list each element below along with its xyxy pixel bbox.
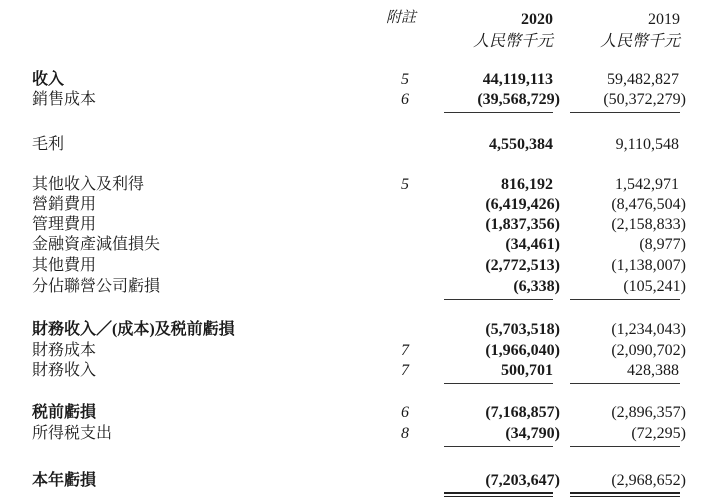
- row-value-2020: (7,168,857): [485, 404, 560, 421]
- row-value-2019: (1,138,007): [611, 257, 686, 274]
- row-value-2020: (1,966,040): [485, 342, 560, 359]
- subtotal-rule: [570, 383, 680, 384]
- row-label: 毛利: [32, 136, 65, 153]
- row-value-2020: 500,701: [501, 362, 553, 379]
- row-note: 5: [401, 176, 409, 193]
- row-value-2019: (72,295): [631, 425, 686, 442]
- row-value-2019: (50,372,279): [603, 91, 686, 108]
- subtotal-rule: [444, 299, 553, 300]
- row-value-2020: (39,568,729): [477, 91, 560, 108]
- row-value-2019: 59,482,827: [607, 71, 679, 88]
- row-note: 8: [401, 425, 409, 442]
- row-note: 6: [401, 404, 409, 421]
- row-label: 其他費用: [32, 257, 97, 274]
- subtotal-rule: [444, 383, 553, 384]
- row-label: 税前虧損: [32, 404, 97, 421]
- note-column-header: 附註: [386, 10, 417, 26]
- row-value-2019: (2,896,357): [611, 404, 686, 421]
- row-value-2020: (6,419,426): [485, 196, 560, 213]
- row-value-2020: (34,461): [505, 236, 560, 253]
- row-value-2020: (7,203,647): [485, 472, 560, 489]
- row-label: 財務成本: [32, 342, 97, 359]
- row-note: 7: [401, 342, 409, 359]
- row-label: 銷售成本: [32, 91, 97, 108]
- unit-current-header: 人民幣千元: [472, 33, 553, 50]
- row-value-2019: 9,110,548: [615, 136, 679, 153]
- row-value-2020: 4,550,384: [489, 136, 553, 153]
- row-value-2020: (2,772,513): [485, 257, 560, 274]
- row-label: 收入: [32, 71, 65, 88]
- total-double-rule: [444, 492, 553, 497]
- row-label: 分佔聯營公司虧損: [32, 278, 161, 295]
- row-value-2020: (34,790): [505, 425, 560, 442]
- unit-prior-header: 人民幣千元: [599, 33, 680, 50]
- row-note: 7: [401, 362, 409, 379]
- subtotal-rule: [444, 446, 553, 447]
- row-label: 管理費用: [32, 216, 97, 233]
- row-value-2020: (1,837,356): [485, 216, 560, 233]
- row-label: 金融資產減值損失: [32, 236, 161, 253]
- row-note: 5: [401, 71, 409, 88]
- row-value-2019: (2,968,652): [611, 472, 686, 489]
- row-value-2019: (1,234,043): [611, 321, 686, 338]
- row-note: 6: [401, 91, 409, 108]
- row-label: 財務收入／(成本)及税前虧損: [32, 321, 235, 338]
- subtotal-rule: [570, 112, 680, 113]
- row-value-2020: (6,338): [513, 278, 560, 295]
- subtotal-rule: [570, 446, 680, 447]
- row-value-2019: (8,977): [639, 236, 686, 253]
- row-value-2020: 816,192: [501, 176, 553, 193]
- row-value-2019: (2,090,702): [611, 342, 686, 359]
- row-value-2019: (8,476,504): [611, 196, 686, 213]
- total-double-rule: [570, 492, 680, 497]
- row-label: 營銷費用: [32, 196, 97, 213]
- row-value-2019: (2,158,833): [611, 216, 686, 233]
- subtotal-rule: [570, 299, 680, 300]
- subtotal-rule: [444, 112, 553, 113]
- row-label: 所得税支出: [32, 425, 113, 442]
- row-value-2020: 44,119,113: [482, 71, 553, 88]
- row-value-2019: 428,388: [627, 362, 679, 379]
- year-current-header: 2020: [521, 11, 553, 28]
- row-value-2019: (105,241): [623, 278, 686, 295]
- row-label: 本年虧損: [32, 472, 97, 489]
- row-value-2019: 1,542,971: [615, 176, 679, 193]
- row-label: 財務收入: [32, 362, 97, 379]
- year-prior-header: 2019: [648, 11, 680, 28]
- row-value-2020: (5,703,518): [485, 321, 560, 338]
- row-label: 其他收入及利得: [32, 176, 145, 193]
